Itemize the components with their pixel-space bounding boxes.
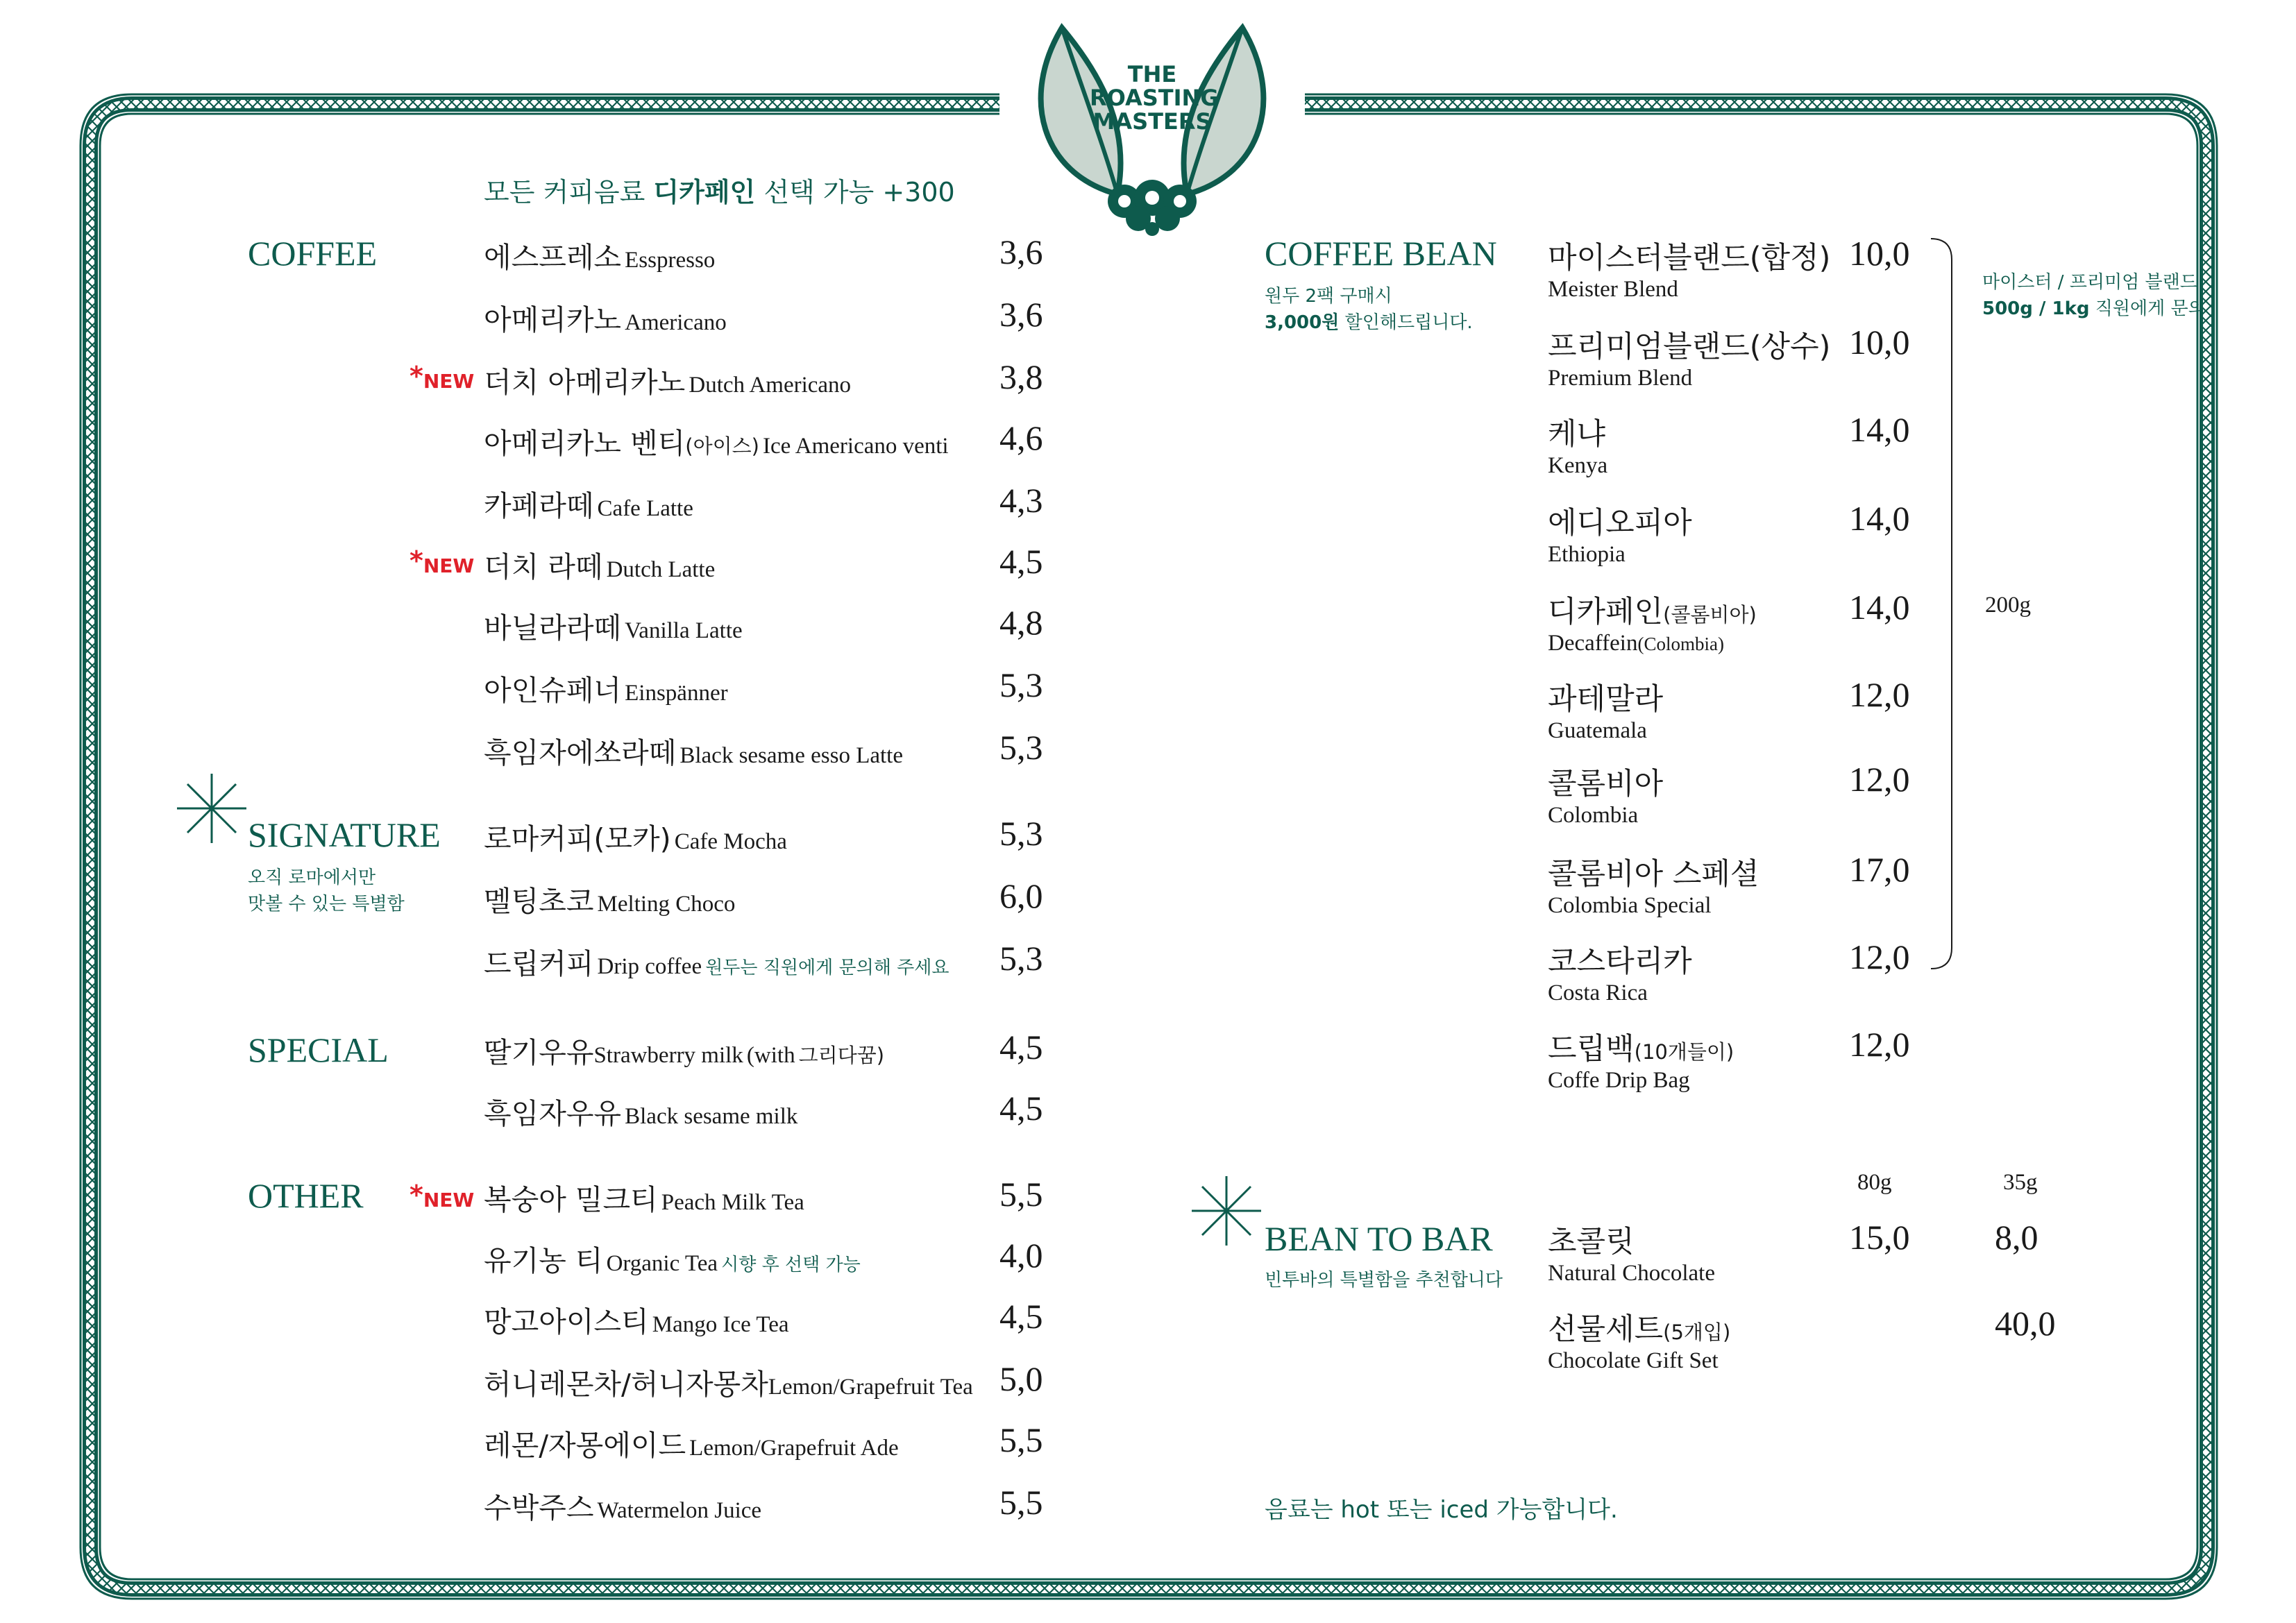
signature-desc-1: 오직 로마에서만 [248, 867, 376, 888]
column-header-80g: 80g [1857, 1170, 1892, 1195]
menu-item-honey-tea: 허니레몬차/허니자몽차Lemon/Grapefruit Tea [484, 1368, 973, 1401]
bean-item-guatemala: 과테말라 Guatemala [1548, 682, 1664, 743]
menu-item-strawberry-milk: 딸기우유Strawberry milk (with 그리다꿈) [484, 1036, 885, 1069]
menu-item-americano-venti: 아메리카노 벤티(아이스) Ice Americano venti [484, 427, 949, 460]
sparkle-icon [1188, 1173, 1265, 1249]
menu-item-vanilla-latte: 바닐라라떼 Vanilla Latte [484, 611, 743, 645]
coffee-bean-desc-2: 3,000원 할인해드립니다. [1265, 312, 1473, 333]
menu-item-peach-milk-tea: 복숭아 밀크티 Peach Milk Tea [484, 1183, 804, 1216]
signature-desc-2: 맛볼 수 있는 특별함 [248, 894, 405, 915]
decaf-notice: 모든 커피음료 디카페인 선택 가능 +300 [484, 177, 955, 207]
bar-item-gift-set: 선물세트(5개입) Chocolate Gift Set [1548, 1312, 1731, 1373]
price-strawberry-milk: 4,5 [999, 1028, 1043, 1067]
section-title-coffee: COFFEE [248, 234, 378, 273]
price-dutch-latte: 4,5 [999, 542, 1043, 581]
price-meister-blend: 10,0 [1849, 234, 1910, 273]
price-decaffein: 14,0 [1849, 588, 1910, 627]
price-drip-coffee: 5,3 [999, 939, 1043, 978]
price-black-sesame-milk: 4,5 [999, 1089, 1043, 1128]
menu-item-black-sesame-milk: 흑임자우유 Black sesame milk [484, 1097, 798, 1130]
column-header-35g: 35g [2003, 1170, 2038, 1195]
logo-text: THE ROASTING MASTERS [1090, 61, 1219, 135]
price-kenya: 14,0 [1849, 410, 1910, 449]
price-cafe-latte: 4,3 [999, 481, 1043, 520]
section-title-special: SPECIAL [248, 1030, 389, 1069]
menu-item-cafe-mocha: 로마커피(모카) Cafe Mocha [484, 822, 787, 856]
price-americano: 3,6 [999, 295, 1043, 334]
menu-item-einspanner: 아인슈페너 Einspänner [484, 674, 728, 707]
roasting-masters-logo [1013, 14, 1291, 236]
bean-item-ethiopia: 에디오피아 Ethiopia [1548, 506, 1692, 567]
bean-item-drip-bag: 드립백(10개들이) Coffe Drip Bag [1548, 1032, 1734, 1093]
price-dutch-americano: 3,8 [999, 357, 1043, 396]
menu-item-drip-coffee: 드립커피 Drip coffee 원두는 직원에게 문의해 주세요 [484, 947, 949, 980]
price-colombia: 12,0 [1849, 760, 1910, 799]
price-einspanner: 5,3 [999, 665, 1043, 704]
price-ade: 5,5 [999, 1420, 1043, 1459]
new-badge: *NEW [410, 1180, 475, 1212]
menu-item-watermelon-juice: 수박주스 Watermelon Juice [484, 1491, 762, 1524]
bean-to-bar-desc: 빈투바의 특별함을 추천합니다 [1265, 1270, 1503, 1291]
menu-item-americano: 아메리카노 Americano [484, 303, 727, 337]
bean-item-decaffein: 디카페인(콜롬비아) Decaffein(Colombia) [1548, 595, 1757, 656]
menu-item-melting-choco: 멜팅초코 Melting Choco [484, 885, 736, 918]
bean-item-costa-rica: 코스타리카 Costa Rica [1548, 944, 1692, 1005]
bean-item-colombia-special: 콜롬비아 스페셜 Colombia Special [1548, 857, 1759, 918]
section-title-bean-to-bar: BEAN TO BAR [1265, 1219, 1493, 1258]
menu-item-cafe-latte: 카페라떼 Cafe Latte [484, 489, 693, 522]
price-mango-ice-tea: 4,5 [999, 1297, 1043, 1336]
price-costa-rica: 12,0 [1849, 937, 1910, 976]
section-title-coffee-bean: COFFEE BEAN [1265, 234, 1497, 273]
price-black-sesame-esso-latte: 5,3 [999, 728, 1043, 767]
section-title-signature: SIGNATURE [248, 815, 441, 854]
bean-item-premium-blend: 프리미엄블랜드(상수) Premium Blend [1548, 330, 1831, 391]
menu-item-espresso: 에스프레소 Esspresso [484, 241, 716, 274]
price-espresso: 3,6 [999, 232, 1043, 271]
sparkle-icon [174, 770, 250, 847]
price-ethiopia: 14,0 [1849, 499, 1910, 538]
price-watermelon-juice: 5,5 [999, 1483, 1043, 1522]
price-colombia-special: 17,0 [1849, 850, 1910, 889]
coffee-bean-desc-1: 원두 2팩 구매시 [1265, 286, 1392, 307]
menu-item-ade: 레몬/자몽에이드 Lemon/Grapefruit Ade [484, 1429, 899, 1462]
price-cafe-mocha: 5,3 [999, 814, 1043, 853]
menu-item-dutch-americano: 더치 아메리카노 Dutch Americano [484, 366, 852, 399]
price-chocolate-35g: 8,0 [1995, 1218, 2038, 1257]
price-melting-choco: 6,0 [999, 876, 1043, 915]
new-badge: *NEW [410, 545, 475, 577]
bean-item-meister-blend: 마이스터블랜드(합정) Meister Blend [1548, 241, 1831, 302]
menu-item-organic-tea: 유기농 티 Organic Tea 시향 후 선택 가능 [484, 1244, 861, 1277]
price-americano-venti: 4,6 [999, 418, 1043, 457]
price-organic-tea: 4,0 [999, 1236, 1043, 1275]
bean-side-note-1: 마이스터 / 프리미엄 블랜드 [1982, 272, 2197, 293]
menu-item-dutch-latte: 더치 라떼 Dutch Latte [484, 550, 716, 584]
footer-note: 음료는 hot 또는 iced 가능합니다. [1265, 1496, 1618, 1524]
price-premium-blend: 10,0 [1849, 323, 1910, 362]
price-peach-milk-tea: 5,5 [999, 1175, 1043, 1214]
price-chocolate-80g: 15,0 [1849, 1218, 1910, 1257]
menu-item-black-sesame-esso-latte: 흑임자에쏘라떼 Black sesame esso Latte [484, 736, 903, 770]
menu-item-mango-ice-tea: 망고아이스티 Mango Ice Tea [484, 1305, 789, 1339]
bean-item-colombia: 콜롬비아 Colombia [1548, 767, 1664, 828]
bar-item-chocolate: 초콜릿 Natural Chocolate [1548, 1225, 1715, 1286]
price-gift-set-35g: 40,0 [1995, 1304, 2056, 1343]
section-title-other: OTHER [248, 1176, 364, 1215]
price-drip-bag: 12,0 [1849, 1025, 1910, 1064]
bean-item-kenya: 케냐 Kenya [1548, 417, 1608, 478]
price-vanilla-latte: 4,8 [999, 603, 1043, 642]
new-badge: *NEW [410, 361, 475, 393]
bean-side-note-2: 500g / 1kg 직원에게 문의 [1982, 298, 2206, 319]
price-guatemala: 12,0 [1849, 675, 1910, 714]
bean-weight: 200g [1985, 593, 2031, 618]
price-honey-tea: 5,0 [999, 1359, 1043, 1398]
bean-bracket [1930, 236, 1964, 971]
